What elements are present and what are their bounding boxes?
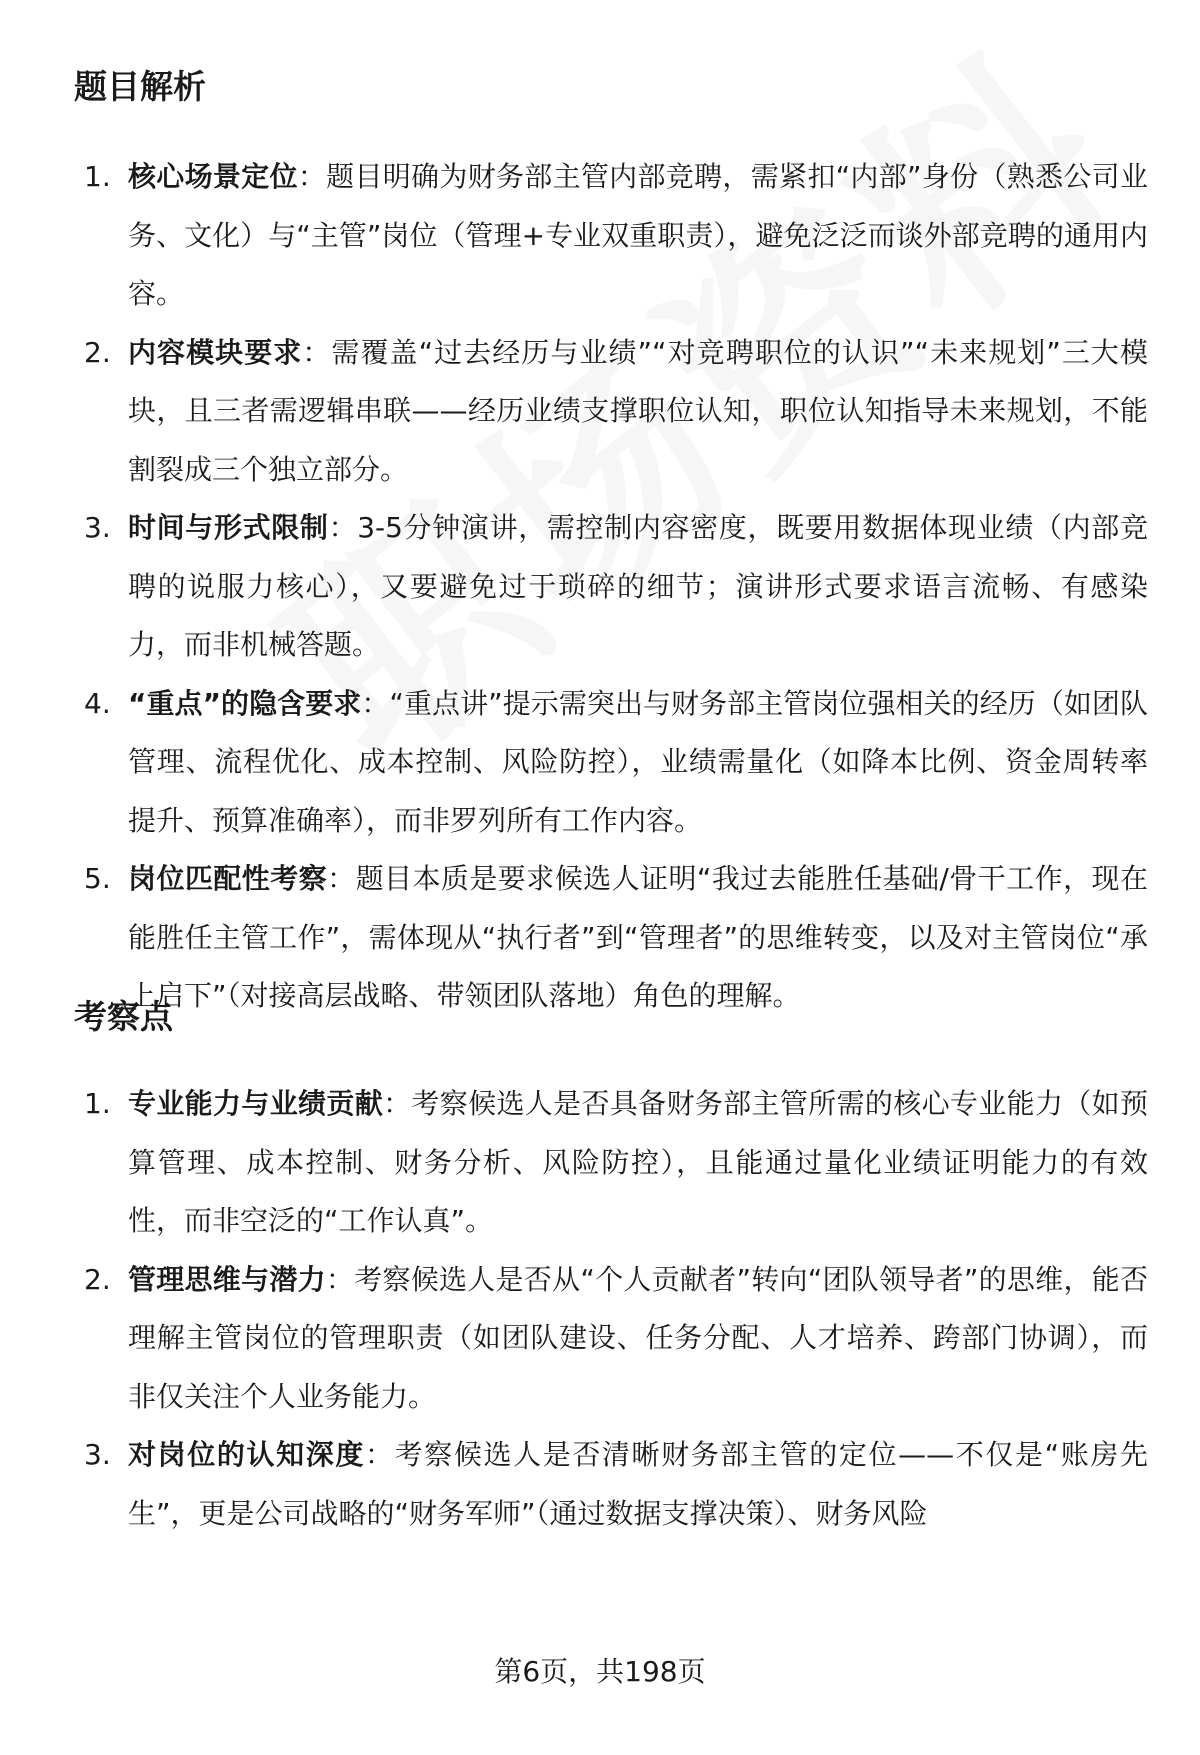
section-title-analysis: 题目解析 [74, 67, 206, 106]
list-number: 2. [84, 1262, 111, 1296]
item-term: 专业能力与业绩贡献 [128, 1087, 384, 1120]
item-text: 考察候选人是否具备财务部主管所需的核心专业能力（如预算管理、成本控制、财务分析、风险防控），且能通过量化业绩证明能力的有效性，而非空泛的“工作认真”。 [128, 1087, 1148, 1237]
list-item [0, 1075, 1200, 1251]
item-separator: ： [327, 862, 356, 895]
item-term: 管理思维与潜力 [128, 1262, 326, 1296]
list-item [0, 324, 1200, 500]
list-number: 3. [84, 1438, 111, 1471]
item-term: 岗位匹配性考察 [128, 862, 328, 895]
item-text: 题目本质是要求候选人证明“我过去能胜任基础/骨干工作，现在能胜任主管工作”，需体现从“执行者”到“管理者”的思维转变，以及对主管岗位“承上启下”（对接高层战略、带领团队落地）角色的理解。 [128, 862, 1148, 1012]
item-text: 考察候选人是否从“个人贡献者”转向“团队领导者”的思维，能否理解主管岗位的管理职责（如团队建设、任务分配、人才培养、跨部门协调），而非仅关注个人业务能力。 [128, 1262, 1148, 1413]
item-term: 时间与形式限制 [128, 511, 329, 544]
item-separator: ： [364, 1438, 395, 1471]
list-number: 2. [84, 335, 111, 369]
item-text: 需覆盖“过去经历与业绩”“对竞聘职位的认识”“未来规划”三大模块，且三者需逻辑串联——经历业绩支撑职位认知，职位认知指导未来规划，不能割裂成三个独立部分。 [128, 335, 1148, 486]
list-number: 5. [84, 862, 111, 895]
item-separator: ： [297, 160, 327, 193]
item-term: 内容模块要求 [128, 335, 303, 369]
list-item [0, 850, 1200, 1026]
assessment-list [0, 1075, 1200, 1543]
item-separator: ： [361, 686, 390, 720]
list-number: 4. [84, 686, 111, 720]
list-item [0, 499, 1200, 675]
list-item [0, 675, 1200, 851]
item-text: 题目明确为财务部主管内部竞聘，需紧扣“内部”身份（熟悉公司业务、文化）与“主管”岗位（管理+专业双重职责），避免泛泛而谈外部竞聘的通用内容。 [128, 160, 1148, 310]
item-text: “重点讲”提示需突出与财务部主管岗位强相关的经历（如团队管理、流程优化、成本控制、风险防控），业绩需量化（如降本比例、资金周转率提升、预算准确率），而非罗列所有工作内容。 [128, 686, 1148, 837]
list-number: 1. [84, 160, 111, 193]
section-title-assessment: 考察点 [74, 997, 173, 1036]
item-term: 对岗位的认知深度 [128, 1438, 365, 1471]
list-item [0, 1251, 1200, 1427]
item-separator: ： [383, 1087, 412, 1120]
item-term: “重点”的隐含要求 [128, 686, 362, 720]
page-number-footer: 第6页，共198页 [494, 1655, 706, 1688]
item-separator: ： [325, 1262, 355, 1296]
item-separator: ： [328, 511, 358, 544]
list-number: 1. [84, 1087, 111, 1120]
analysis-list [0, 148, 1200, 1026]
list-item [0, 148, 1200, 324]
list-number: 3. [84, 511, 111, 544]
list-item [0, 1426, 1200, 1543]
item-separator: ： [302, 335, 332, 369]
item-text: 考察候选人是否清晰财务部主管的定位——不仅是“账房先生”，更是公司战略的“财务军师”（通过数据支撑决策）、财务风险 [128, 1438, 1148, 1530]
item-text: 3-5分钟演讲，需控制内容密度，既要用数据体现业绩（内部竞聘的说服力核心），又要避免过于琐碎的细节；演讲形式要求语言流畅、有感染力，而非机械答题。 [128, 511, 1148, 661]
item-term: 核心场景定位 [128, 160, 298, 193]
